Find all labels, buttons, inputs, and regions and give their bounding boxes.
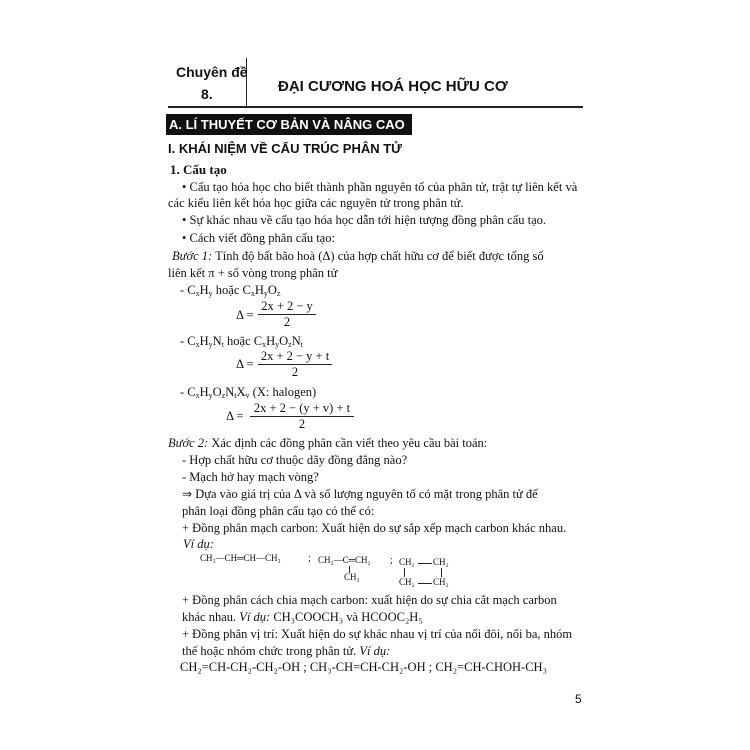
example-separator-2: ; <box>390 555 393 566</box>
step1-label: Bước 1: <box>172 249 213 263</box>
step1-line2: liên kết π + số vòng trong phân tử <box>168 266 338 280</box>
subsection-1-heading: 1. Cấu tạo <box>170 162 227 177</box>
step2-label: Bước 2: <box>168 436 209 450</box>
ring-ch2-top-left: CH₂ <box>399 557 415 567</box>
position-isomer-text: thế hoặc nhóm chức trong phân tử. <box>182 644 360 658</box>
step2-para-line1 <box>182 487 538 502</box>
step1-text: Tính độ bất bão hoà (Δ) của hợp chất hữu cơ để biết được tổng số <box>212 249 544 263</box>
chapter-label-line1: Chuyên đề <box>176 64 248 80</box>
ring-ch2-bottom-left: CH₂ <box>399 577 415 587</box>
formula-1-delta: Δ = <box>236 308 254 322</box>
chapter-title: ĐẠI CƯƠNG HOÁ HỌC HỮU CƠ <box>278 78 508 95</box>
bullet-3: • Cách viết đồng phân cấu tạo: <box>182 231 335 245</box>
step1-line1 <box>172 249 544 264</box>
isobutene-branch: CH₃ <box>344 572 360 582</box>
implies-arrow-icon: ⇒ <box>182 487 193 501</box>
chapter-label-line2: 8. <box>201 86 213 102</box>
example-label: Ví dụ: <box>183 537 214 551</box>
formula-2-label: - $C_xH_yN_t$ hoặc $C_xH_yO_zN_t$ <box>180 334 303 349</box>
step2-line1 <box>168 436 487 451</box>
example-separator-1: ; <box>308 553 311 564</box>
formula-1-numerator: 2x + 2 − y <box>258 299 316 315</box>
position-isomer-line1: + Đồng phân vị trí: Xuất hiện do sự khác nhau vị trí của nối đôi, nối ba, nhóm <box>182 627 573 641</box>
formula-1-denominator: 2 <box>283 315 291 329</box>
ring-ch2-top-right: CH₂ <box>433 557 449 567</box>
bullet-2: • Sự khác nhau về cấu tạo hóa học dẫn tới hiện tượng đồng phân cấu tạo. <box>182 213 547 227</box>
example-but-2-ene: CH₃—CH═CH—CH₃ <box>200 553 281 563</box>
ring-bond-left <box>404 568 405 577</box>
section-i-heading: I. KHÁI NIỆM VỀ CẤU TRÚC PHÂN TỬ <box>168 141 402 156</box>
step2-para-text: Dựa vào giá trị của Δ và số lượng nguyên tố có mặt trong phân tử để <box>192 487 538 501</box>
formula-1-label: - $C_xH_y$ hoặc $C_xH_yO_z$ <box>180 283 281 298</box>
chain-split-example-label: Ví dụ: <box>239 610 271 624</box>
ring-bond-right <box>441 568 442 577</box>
chain-split-example: CH₃COOCH₃ và HCOOC₂H₅ <box>270 610 423 624</box>
section-a-heading: A. LÍ THUYẾT CƠ BẢN VÀ NÂNG CAO <box>166 114 412 135</box>
formula-2-fraction <box>258 349 332 380</box>
page-number: 5 <box>575 692 582 706</box>
position-isomer-line2 <box>182 644 390 659</box>
step2-question-2: - Mạch hở hay mạch vòng? <box>182 470 319 484</box>
step2-para-line2: phân loại đồng phân cấu tạo có thể có: <box>182 504 375 518</box>
formula-2-delta: Δ = <box>236 357 254 371</box>
formula-3-denominator: 2 <box>298 417 306 431</box>
step2-text: Xác định các đồng phân cần viết theo yêu cầu bài toán: <box>208 436 488 450</box>
position-isomer-examples: CH₂=CH-CH₂-CH₂-OH ; CH₃-CH=CH-CH₂-OH ; CH₂=CH-CHOH-CH₃ <box>180 660 547 674</box>
chain-split-isomer-line2 <box>182 610 423 625</box>
formula-2-denominator: 2 <box>291 365 299 379</box>
formula-3-numerator: 2x + 2 − (y + v) + t <box>250 401 354 417</box>
ring-bond-bottom <box>418 583 432 584</box>
carbon-chain-isomer: + Đồng phân mạch carbon: Xuất hiện do sự sắp xếp mạch carbon khác nhau. <box>182 521 567 535</box>
bullet-1-line1: • Cấu tạo hóa học cho biết thành phần nguyên tố của phân tử, trật tự liên kết và <box>182 180 578 194</box>
chain-split-text: khác nhau. <box>182 610 240 624</box>
chain-split-isomer-line1: + Đồng phân cách chia mạch carbon: xuất hiện do sự chia cắt mạch carbon <box>182 593 557 607</box>
formula-2-numerator: 2x + 2 − y + t <box>258 349 332 365</box>
formula-3-label: - $C_xH_yO_zN_tX_v$ (X: halogen) <box>180 385 317 400</box>
formula-3-delta: Δ = <box>226 409 244 423</box>
formula-3-fraction <box>250 401 354 432</box>
example-isobutene: CH₃—C═CH₂ <box>318 555 371 565</box>
ring-ch2-bottom-right: CH₂ <box>433 577 449 587</box>
ring-bond-top <box>418 563 432 564</box>
position-example-label: Ví dụ: <box>359 644 391 658</box>
header-rule <box>168 106 583 108</box>
bullet-1-line2: các kiểu liên kết hóa học giữa các nguyên tử trong phân tử. <box>168 196 464 210</box>
step2-question-1: - Hợp chất hữu cơ thuộc dãy đồng đẳng nào? <box>182 453 408 467</box>
formula-1-fraction <box>258 299 316 330</box>
